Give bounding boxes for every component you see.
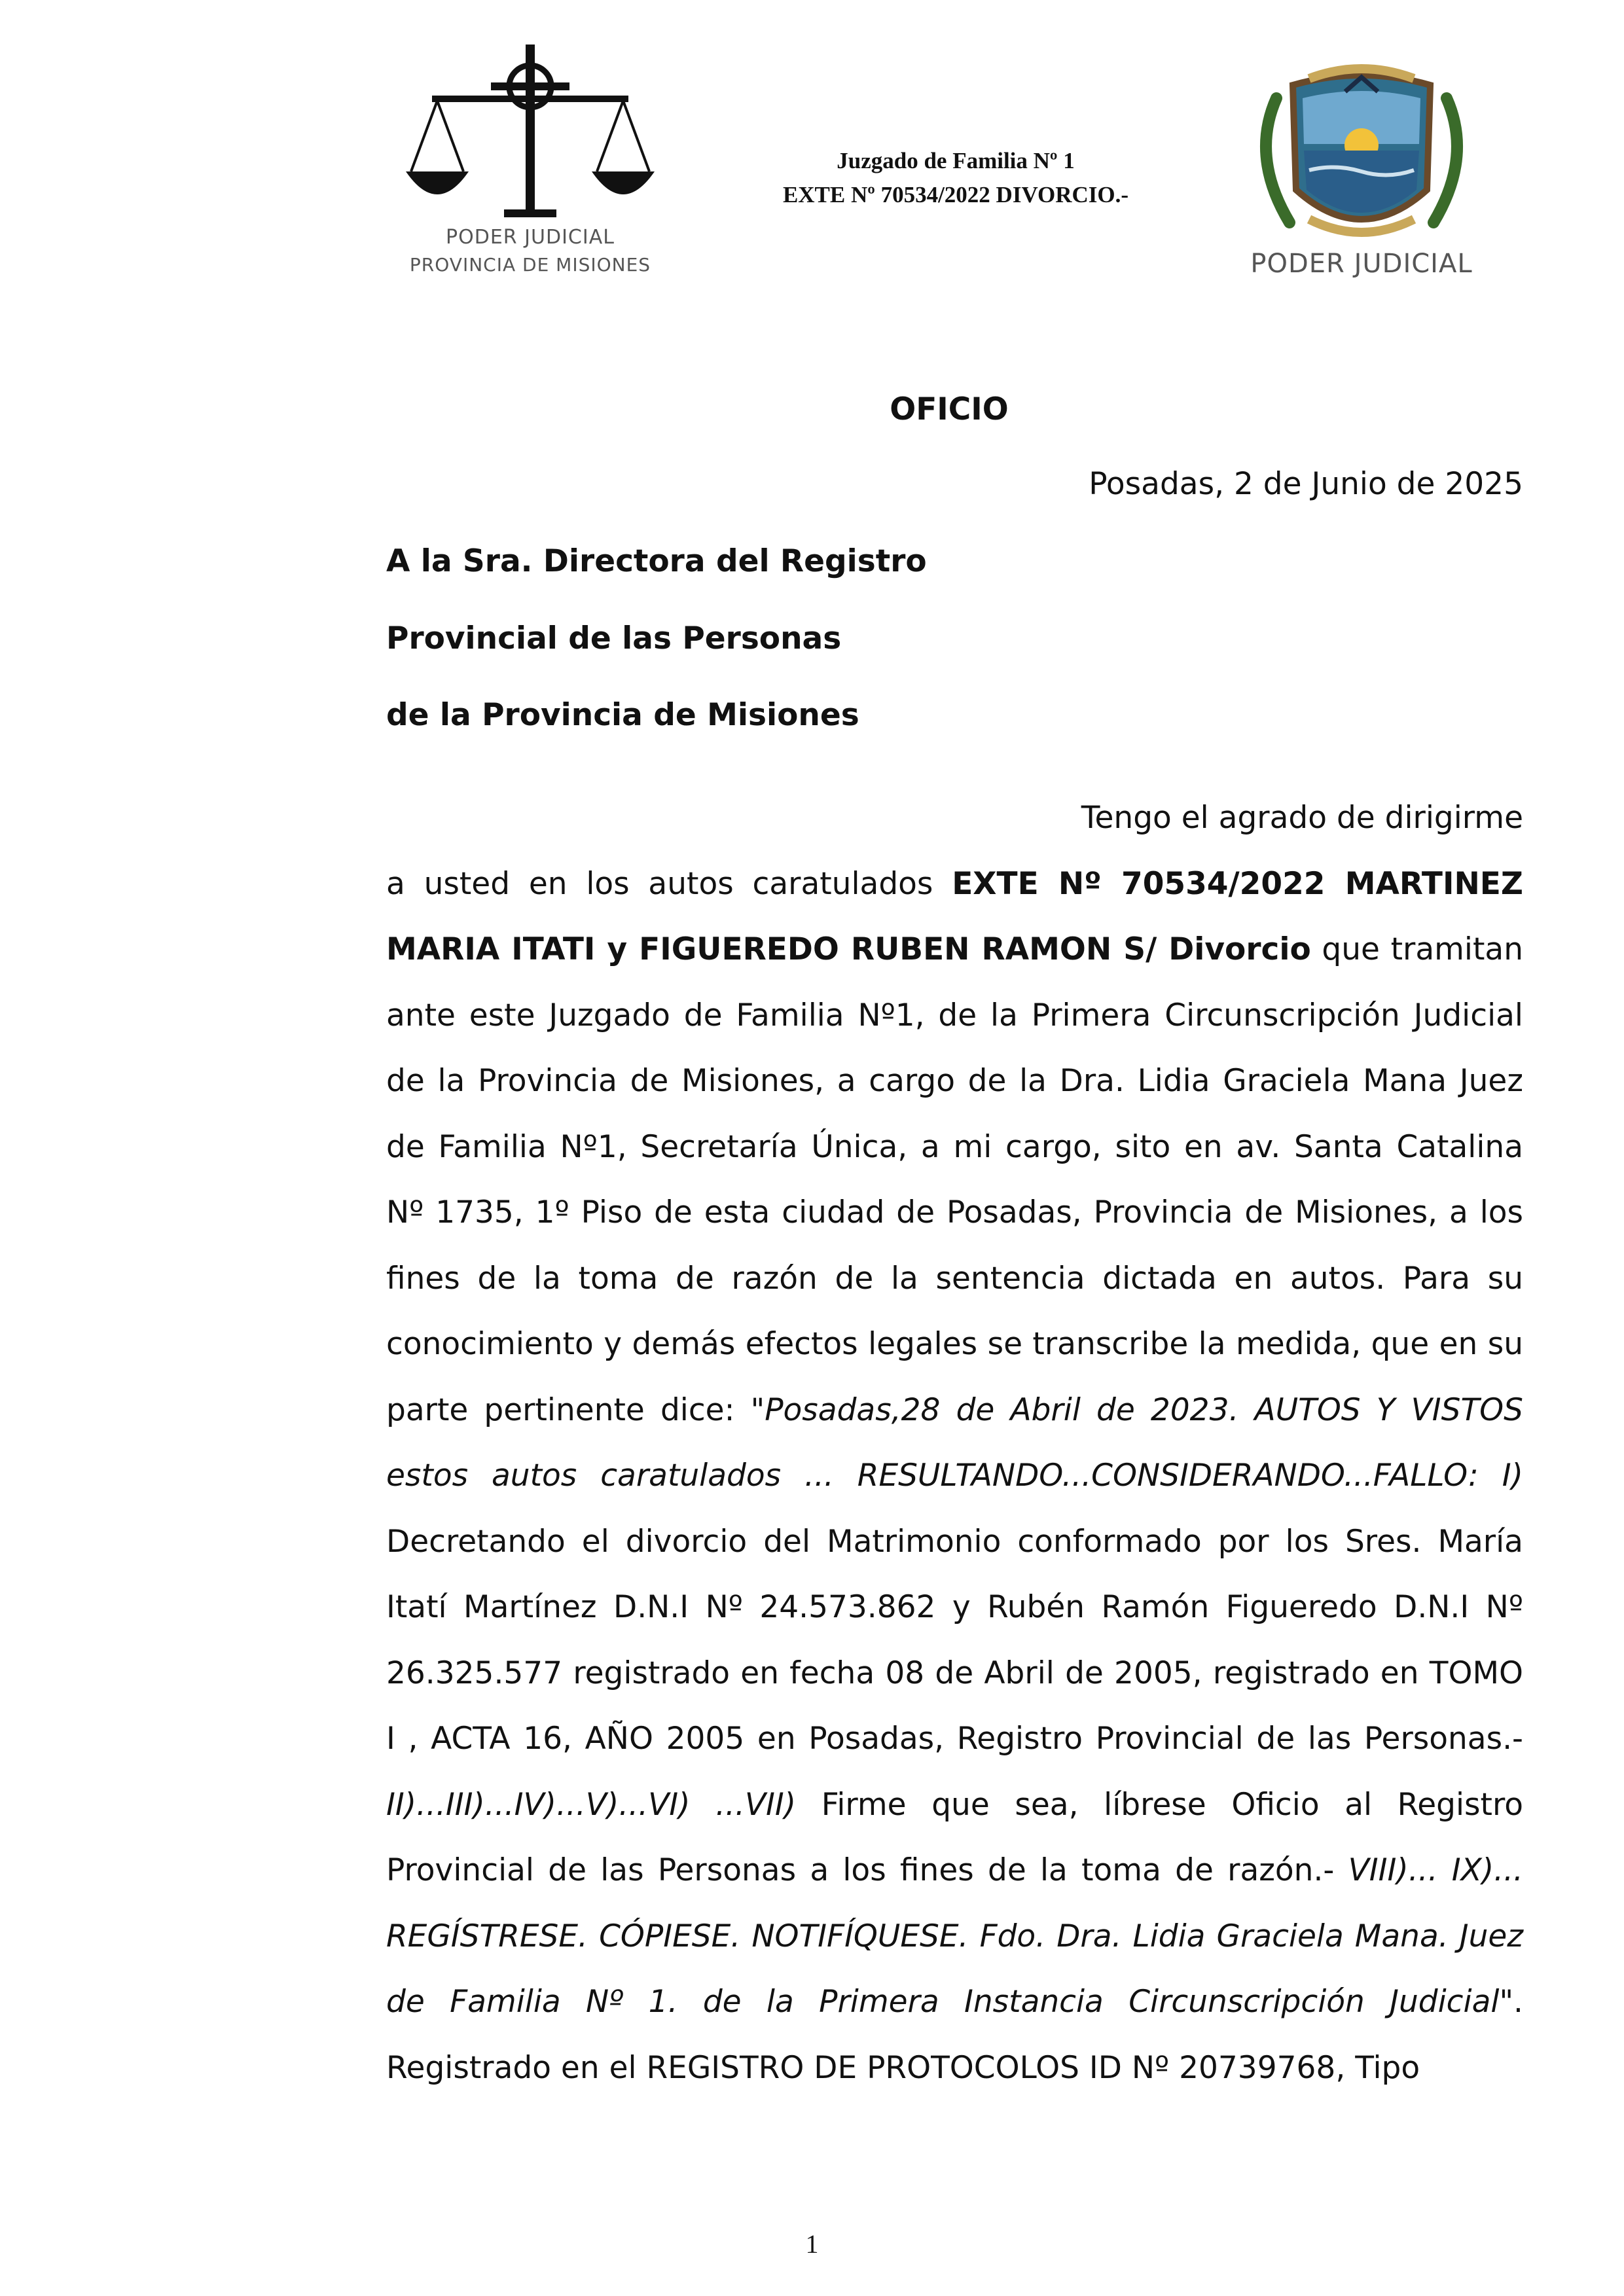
case-title: EXTE Nº 70534/2022 MARTINEZ MARIA ITATI y FIGUEREDO RUBEN RAMON S/ Divorcio [386,865,1523,967]
left-logo-line1: PODER JUDICIAL [446,226,615,249]
document-date: Posadas, 2 de Junio de 2025 [1089,466,1523,502]
recipient-line-3: de la Provincia de Misiones [386,697,859,733]
body-text-a: a usted en los autos caratulados [386,865,952,902]
intro-line: Tengo el agrado de dirigirme [1081,800,1523,836]
body-text-c: Decretando el divorcio del Matrimonio conformado por los Sres. María Itatí Martínez D.N.I Nº 24.573.862 y Rubén Ramón Figueredo D.N.I Nº 26.325.577 registrado en fecha 08 de Abril de 2005, registrado en TOMO I , ACTA 16, AÑO 2005 en Posadas, Registro Provincial de las Personas.- [386,1523,1523,1757]
page-number: 1 [805,2229,819,2259]
poder-judicial-logo-right [1231,59,1492,288]
quoted-ruling-1: Posadas,28 de Abril de 2023. AUTOS Y VISTOS estos autos caratulados ... RESULTANDO...CONSIDERANDO...FALLO: I) [386,1391,1523,1494]
court-name: Juzgado de Familia Nº 1 [837,148,1075,173]
provincial-seal-icon [1231,59,1492,249]
body-text-d: Firme que sea, líbrese Oficio al Registro Provincial de las Personas a los fines de la toma de razón.- [386,1786,1523,1888]
right-logo-label: PODER JUDICIAL [1250,249,1473,279]
document-title: OFICIO [890,391,1009,427]
body-paragraph [386,785,1523,2101]
left-logo-line2: PROVINCIA DE MISIONES [409,254,651,276]
case-reference: EXTE Nº 70534/2022 DIVORCIO.- [782,182,1129,207]
poder-judicial-logo-left [393,41,668,289]
recipient-line-1: A la Sra. Directora del Registro [386,543,927,579]
body-text-e: ". Registrado en el REGISTRO DE PROTOCOLOS ID Nº 20739768, Tipo [386,1984,1523,2086]
quoted-ruling-3: VIII)... IX)... REGÍSTRESE. CÓPIESE. NOTIFÍQUESE. Fdo. Dra. Lidia Graciela Mana. Juez de Familia Nº 1. de la Primera Instancia Circunscripción Judicial [386,1852,1523,2020]
scales-of-justice-icon [393,41,668,224]
quoted-ruling-2: II)...III)...IV)...V)...VI) ...VII) [386,1786,797,1823]
document-header [687,144,1224,212]
body-text-b: que tramitan ante este Juzgado de Familia Nº1, de la Primera Circunscripción Judicial de la Provincia de Misiones, a cargo de la Dra. Lidia Graciela Mana Juez de Familia Nº1, Secretaría Única, a mi cargo, sito en av. Santa Catalina Nº 1735, 1º Piso de esta ciudad de Posadas, Provincia de Misiones, a los fines de la toma de razón de la sentencia dictada en autos. Para su conocimiento y demás efectos legales se transcribe la medida, que en su parte pertinente dice: " [386,931,1523,1428]
recipient-line-2: Provincial de las Personas [386,620,842,656]
